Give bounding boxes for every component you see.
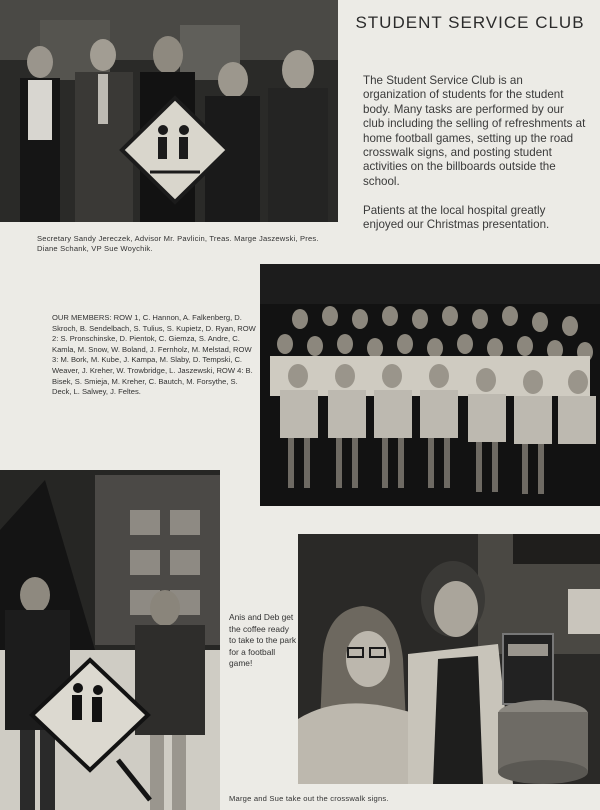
hospital-paragraph: Patients at the local hospital greatly enjoyed our Christmas presentation. [363, 204, 550, 232]
officers-caption: Secretary Sandy Jereczek, Advisor Mr. Pavlicin, Treas. Marge Jaszewski, Pres. Diane Schank, VP Sue Woychik. [37, 234, 319, 254]
page-title: STUDENT SERVICE CLUB [355, 13, 585, 32]
members-caption: OUR MEMBERS: ROW 1, C. Hannon, A. Falkenberg, D. Skroch, B. Sendelbach, S. Tulius, S. Kupietz, D. Ryan, ROW 2: S. Pronschinske, D. Pientok, C. Giemza, S. Andre, C. Kamla, M. Snow, W. Boland, J. Fernholz, M. Melstad, ROW 3: M. Bork, M. Kube, J. Kampa, M. Slaby, D. Tempski, C. Weaver, J. Kreher, W. Trowbridge, L. Jaszewski, ROW 4: B. Bisek, S. Smieja, M. Kreher, C. Bautch, M. Forsythe, S. Deck, L. Salwey, J. Feltes. [52, 313, 256, 397]
crosswalk-photo [0, 470, 220, 810]
officers-photo [0, 0, 338, 222]
intro-paragraph: The Student Service Club is an organization of students for the student body. Many tasks are performed by our club including the selling of refreshments at home football games, setting up the road crosswalk signs, and posting student activities on the billboards outside the school. [363, 74, 586, 188]
coffee-photo [298, 534, 600, 784]
crosswalk-caption: Marge and Sue take out the crosswalk signs. [229, 794, 389, 803]
coffee-caption: Anis and Deb get the coffee ready to take to the park for a football game! [229, 612, 297, 669]
members-photo [260, 264, 600, 506]
